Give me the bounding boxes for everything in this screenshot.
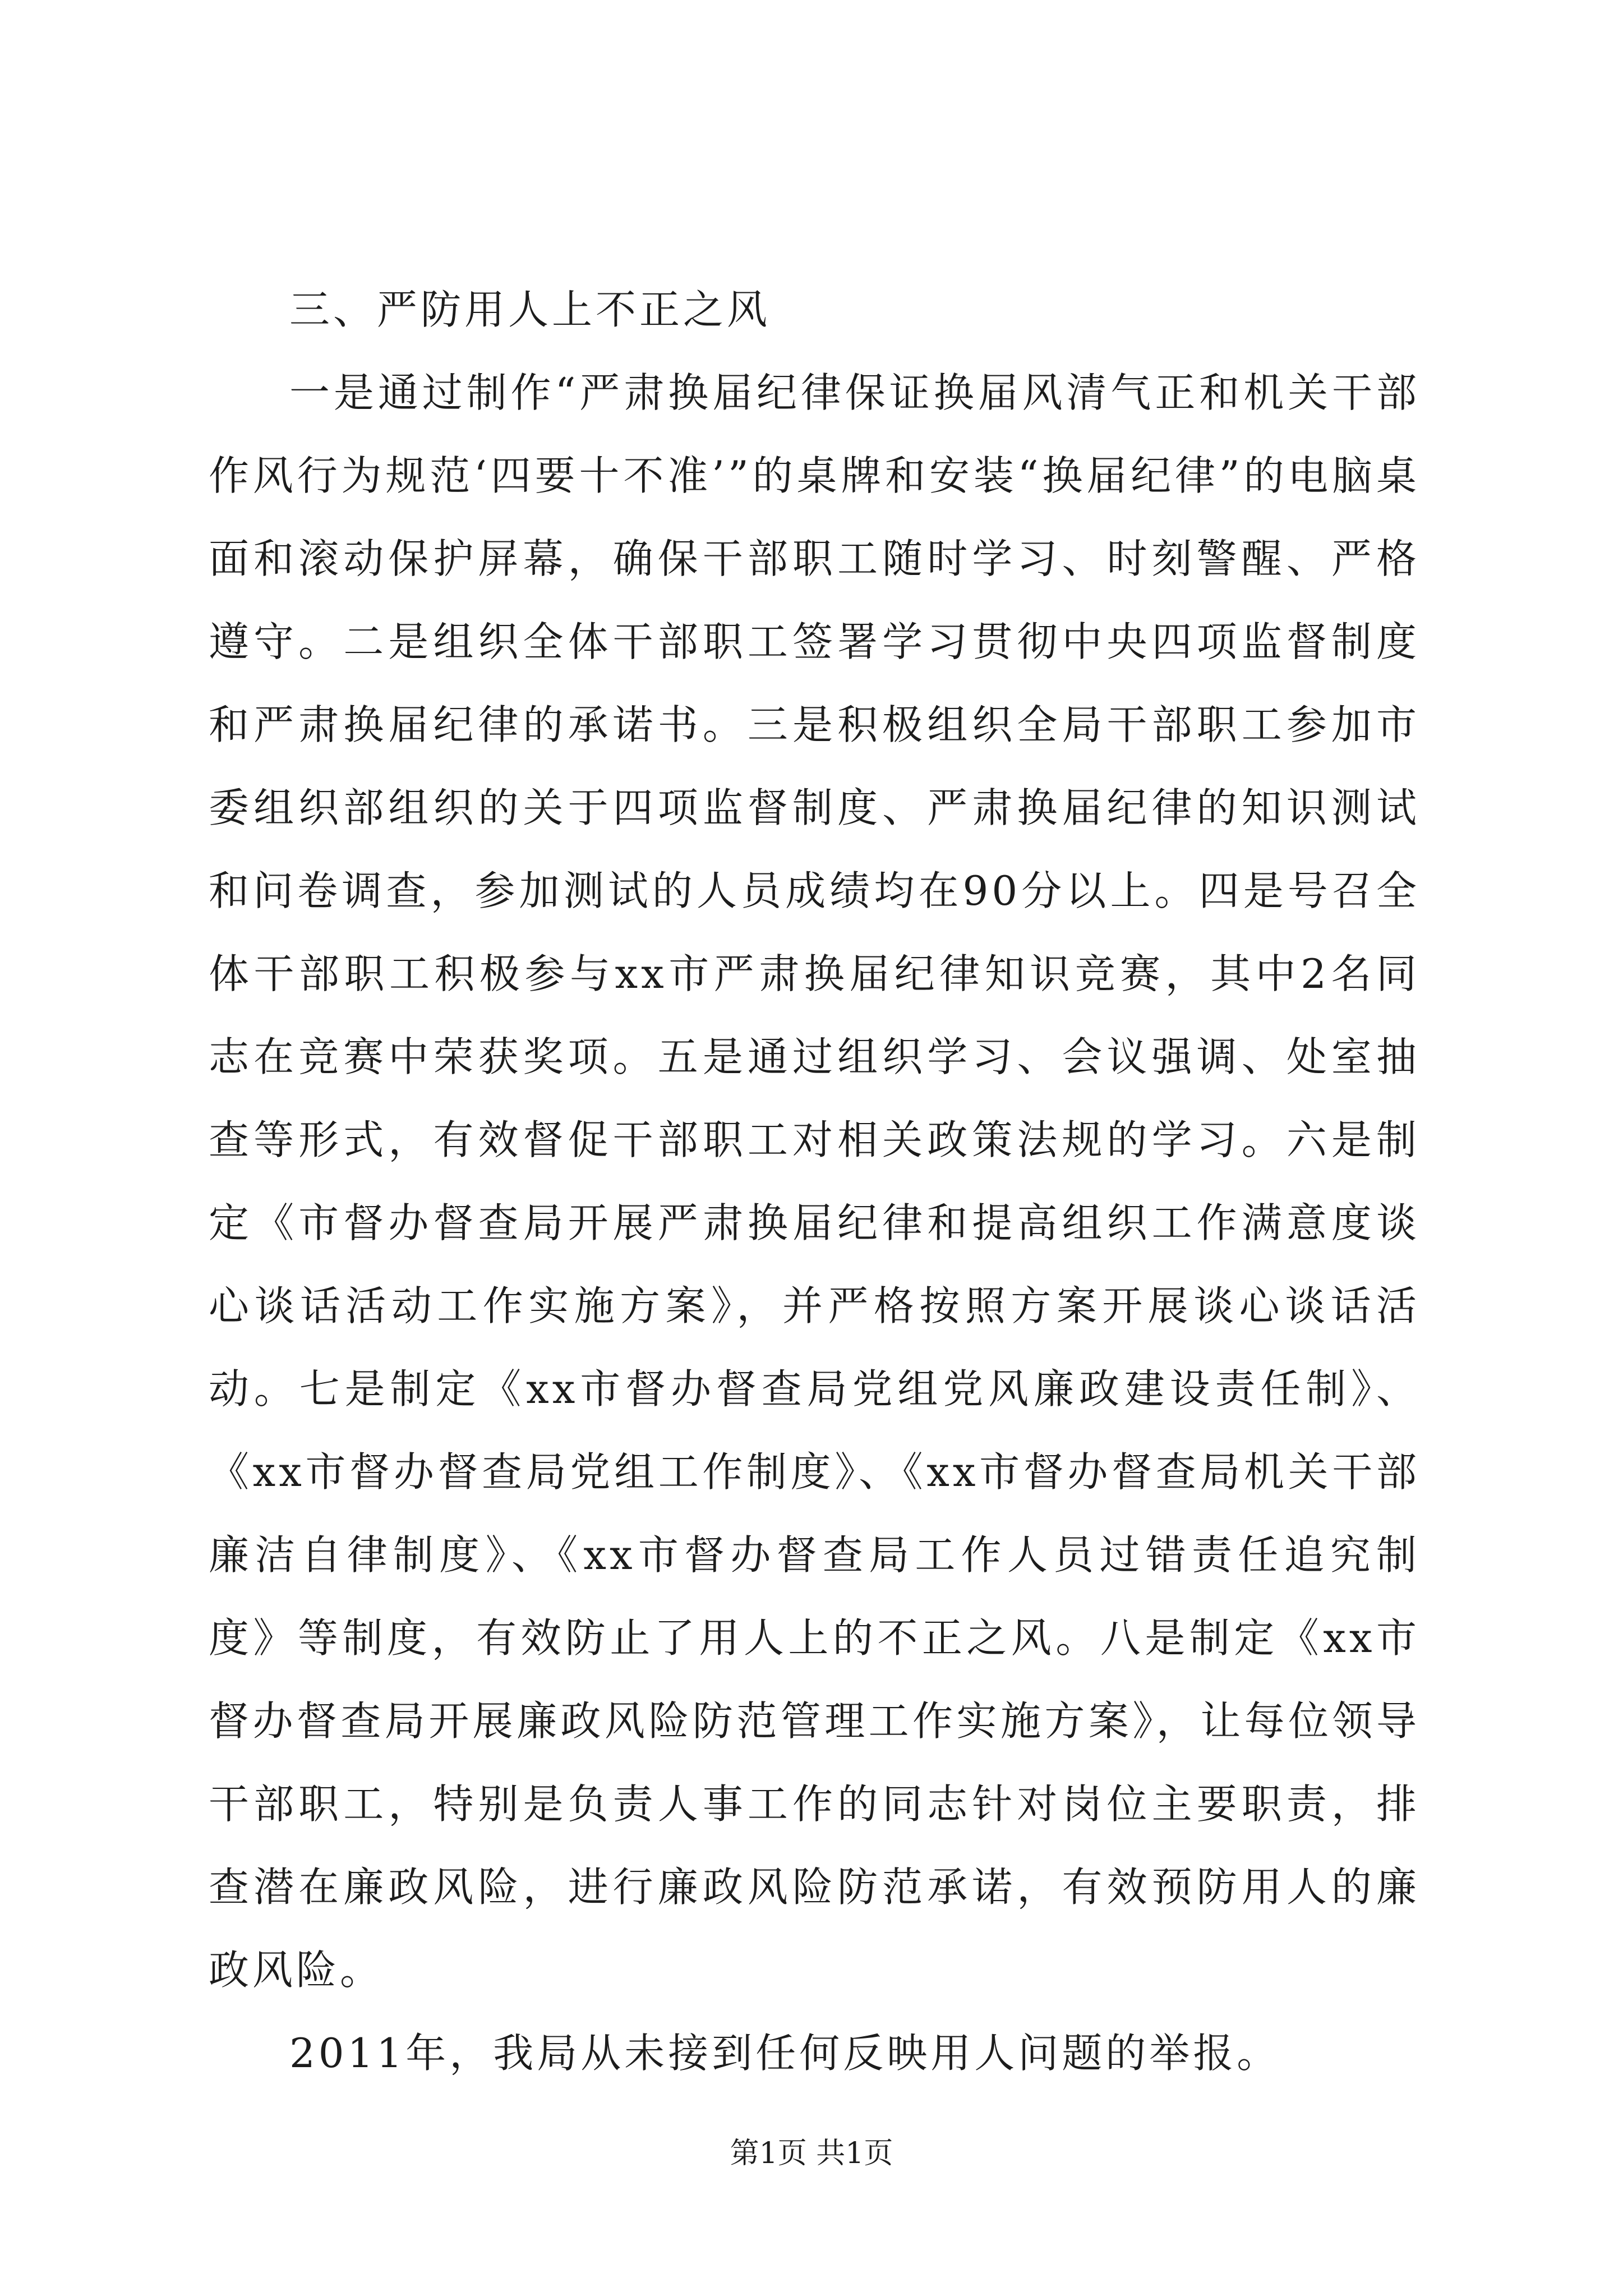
section-heading: 三、严防用人上不正之风 xyxy=(289,286,771,333)
page-footer: 第1页 共1页 xyxy=(730,2137,893,2170)
document-body xyxy=(209,268,1420,2095)
body-paragraph: 一是通过制作“严肃换届纪律保证换届风清气正和机关干部作风行为规范‘四要十不准’”的桌牌和安装“换届纪律”的电脑桌面和滚动保护屏幕，确保干部职工随时学习、时刻警醒、严格遵守。二是组织全体干部职工签署学习贯彻中央四项监督制度和严肃换届纪律的承诺书。三是积极组织全局干部职工参加市委组织部组织的关于四项监督制度、严肃换届纪律的知识测试和问卷调查，参加测试的人员成绩均在90分以上。四是号召全体干部职工积极参与xx市严肃换届纪律知识竞赛，其中2名同志在竞赛中荣获奖项。五是通过组织学习、会议强调、处室抽查等形式，有效督促干部职工对相关政策法规的学习。六是制定《市督办督查局开展严肃换届纪律和提高组织工作满意度谈心谈话活动工作实施方案》，并严格按照方案开展谈心谈话活动。七是制定《xx市督办督查局党组党风廉政建设责任制》、《xx市督办督查局党组工作制度》、《xx市督办督查局机关干部廉洁自律制度》、《xx市督办督查局工作人员过错责任追究制度》等制度，有效防止了用人上的不正之风。八是制定《xx市督办督查局开展廉政风险防范管理工作实施方案》，让每位领导干部职工，特别是负责人事工作的同志针对岗位主要职责，排查潜在廉政风险，进行廉政风险防范承诺，有效预防用人的廉政风险。 xyxy=(209,369,1420,1994)
body-paragraph: 2011年，我局从未接到任何反映用人问题的举报。 xyxy=(289,2030,1281,2077)
